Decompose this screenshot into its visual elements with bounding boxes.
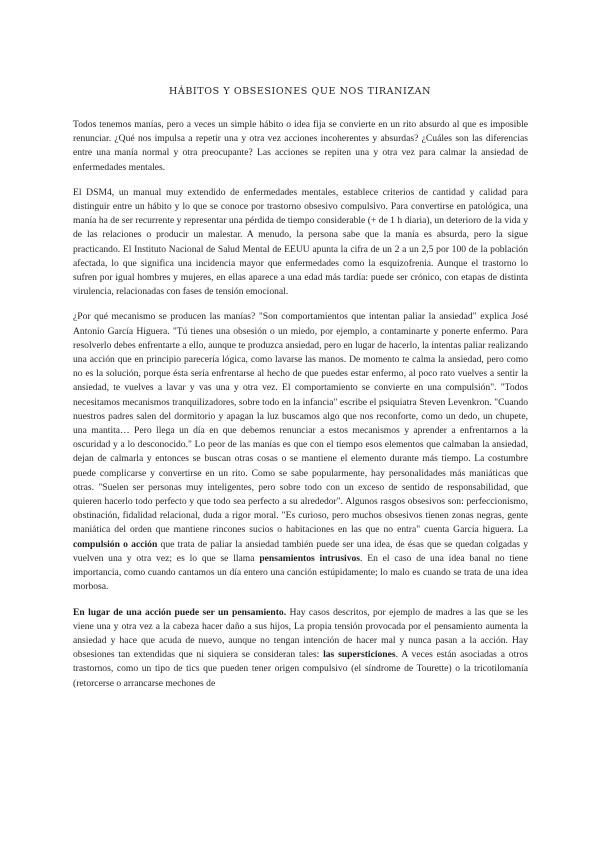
paragraph-2: El DSM4, un manual muy extendido de enfermedades mentales, establece criterios de cantidad y calidad para distinguir entre un hábito y lo que se conoce por trastorno obsesivo compulsivo. Para convertirse en patológica, una manía ha de ser recurrente y representar una pérdida de tiempo considerable (+ de 1 h diaria), un deterioro de la vida y de las relaciones o producir un malestar. A menudo, la persona sabe que la manía es absurda, pero la sigue practicando. El Instituto Nacional de Salud Mental de EEUU apunta la cifra de un 2 a un 2,5 por 100 de la población afectada, lo que significa una incidencia mayor que enfermedades como la esquizofrenia. Aunque el trastorno lo sufren por igual hombres y mujeres, en ellas aparece a una edad más tardía: puede ser crónico, con etapas de distinta virulencia, relacionadas con fases de tensión emocional.: [73, 186, 528, 298]
paragraph-3-text-a: ¿Por qué mecanismo se producen las manías? "Son comportamientos que intentan paliar la ansiedad" explica José Antonio García Higuera. "Tú tienes una obsesión o un miedo, por ejemplo, a contaminarte y ponerte enfermo. Para resolverlo debes enfrentarte a ello, aunque te produzca ansiedad, pero en lugar de hacerlo, la intentas paliar realizando una acción que en principio parecería lógica, como lavarse las manos. De momento te calma la ansiedad, pero como no es la solución, porque ésta sería enfrentarse al hecho de que puedes estar enfermo, al poco rato vuelves a sentir la ansiedad, te vuelves a lavar y vas una y otra vez. El comportamiento se convierte en una compulsión". "Todos necesitamos mecanismos tranquilizadores, sobre todo en la infancia" escribe el psiquiatra Steven Levenkron. "Cuando nuestros padres salen del dormitorio y apagan la luz buscamos algo que nos reconforte, como un dedo, un chupete, una mantita… Pero llega un día en que debemos renunciar a estos mecanismos y aprender a enfrentarnos a la oscuridad y a lo desconocido." Lo peor de las manías es que con el tiempo esos elementos que calmaban la ansiedad, dejan de calmarla y entonces se buscan otras cosas o se mantiene el elemento durante más tiempo. La costumbre puede complicarse y convertirse en un rito. Como se sabe popularmente, hay personalidades más maniáticas que otras. "Suelen ser personas muy inteligentes, pero sobre todo con un exceso de sentido de responsabilidad, que quieren hacerlo todo perfecto y que todo sea perfecto a su alrededor". Algunos rasgos obsesivos son: perfeccionismo, obstinación, fidalidad relacional, duda a rigor moral. "Es curioso, pero muchos obsesivos tienen zonas negras, gente maniática del orden que mantiene rincones sucios o habitaciones en las que no entra" cuenta García higuera. La: [73, 311, 528, 536]
bold-intrusive-thoughts: pensamientos intrusivos: [259, 552, 361, 564]
paragraph-4-text-a: Hay casos descritos, por ejemplo de madres a las que se les viene una y otra vez a la cabeza hacer daño a sus hijos, La propia tensión provocada por el pensamiento aumenta la ansiedad y hace que acuda de nuevo, aunque no tengan intención de hacer mal y nunca pasan a la acción. Hay obsesiones tan extendidas que ni siquiera se consideran tales:: [73, 606, 528, 661]
bold-compulsion-phrase: compulsión o acción: [73, 538, 158, 550]
bold-thought-lead: En lugar de una acción puede ser un pensamiento.: [73, 606, 287, 618]
document-title: HÁBITOS Y OBSESIONES QUE NOS TIRANIZAN: [169, 86, 431, 97]
document-body: [73, 118, 528, 702]
paragraph-3-text-c: que trata de paliar la ansiedad también puede ser una idea, de ésas que se quedan colgadas y vuelven una y otra vez; es lo que se llama: [73, 538, 528, 564]
bold-superstitions: las supersticiones: [323, 649, 396, 661]
paragraph-4: [73, 606, 528, 691]
paragraph-4-text-c: . A veces están asociadas a otros trastornos, como un tipo de tics que pueden tener origen compulsivo (el síndrome de Tourette) o la tricotilomanía (retorcerse o arrancarse mechones de: [73, 649, 528, 689]
paragraph-3: [73, 310, 528, 594]
paragraph-3-text-d: . En el caso de una idea banal no tiene importancia, como cuando cantamos un día entero una canción estúpidamente; lo malo es cuando se trata de una idea morbosa.: [73, 552, 528, 593]
paragraph-1: Todos tenemos manías, pero a veces un simple hábito o idea fija se convierte en un rito absurdo al que es imposible renunciar. ¿Qué nos impulsa a repetir una y otra vez acciones incoherentes y absurdas? ¿Cuáles son las diferencias entre una manía normal y otra preocupante? Las acciones se repiten una y otra vez para calmar la ansiedad de enfermedades mentales.: [73, 119, 528, 173]
